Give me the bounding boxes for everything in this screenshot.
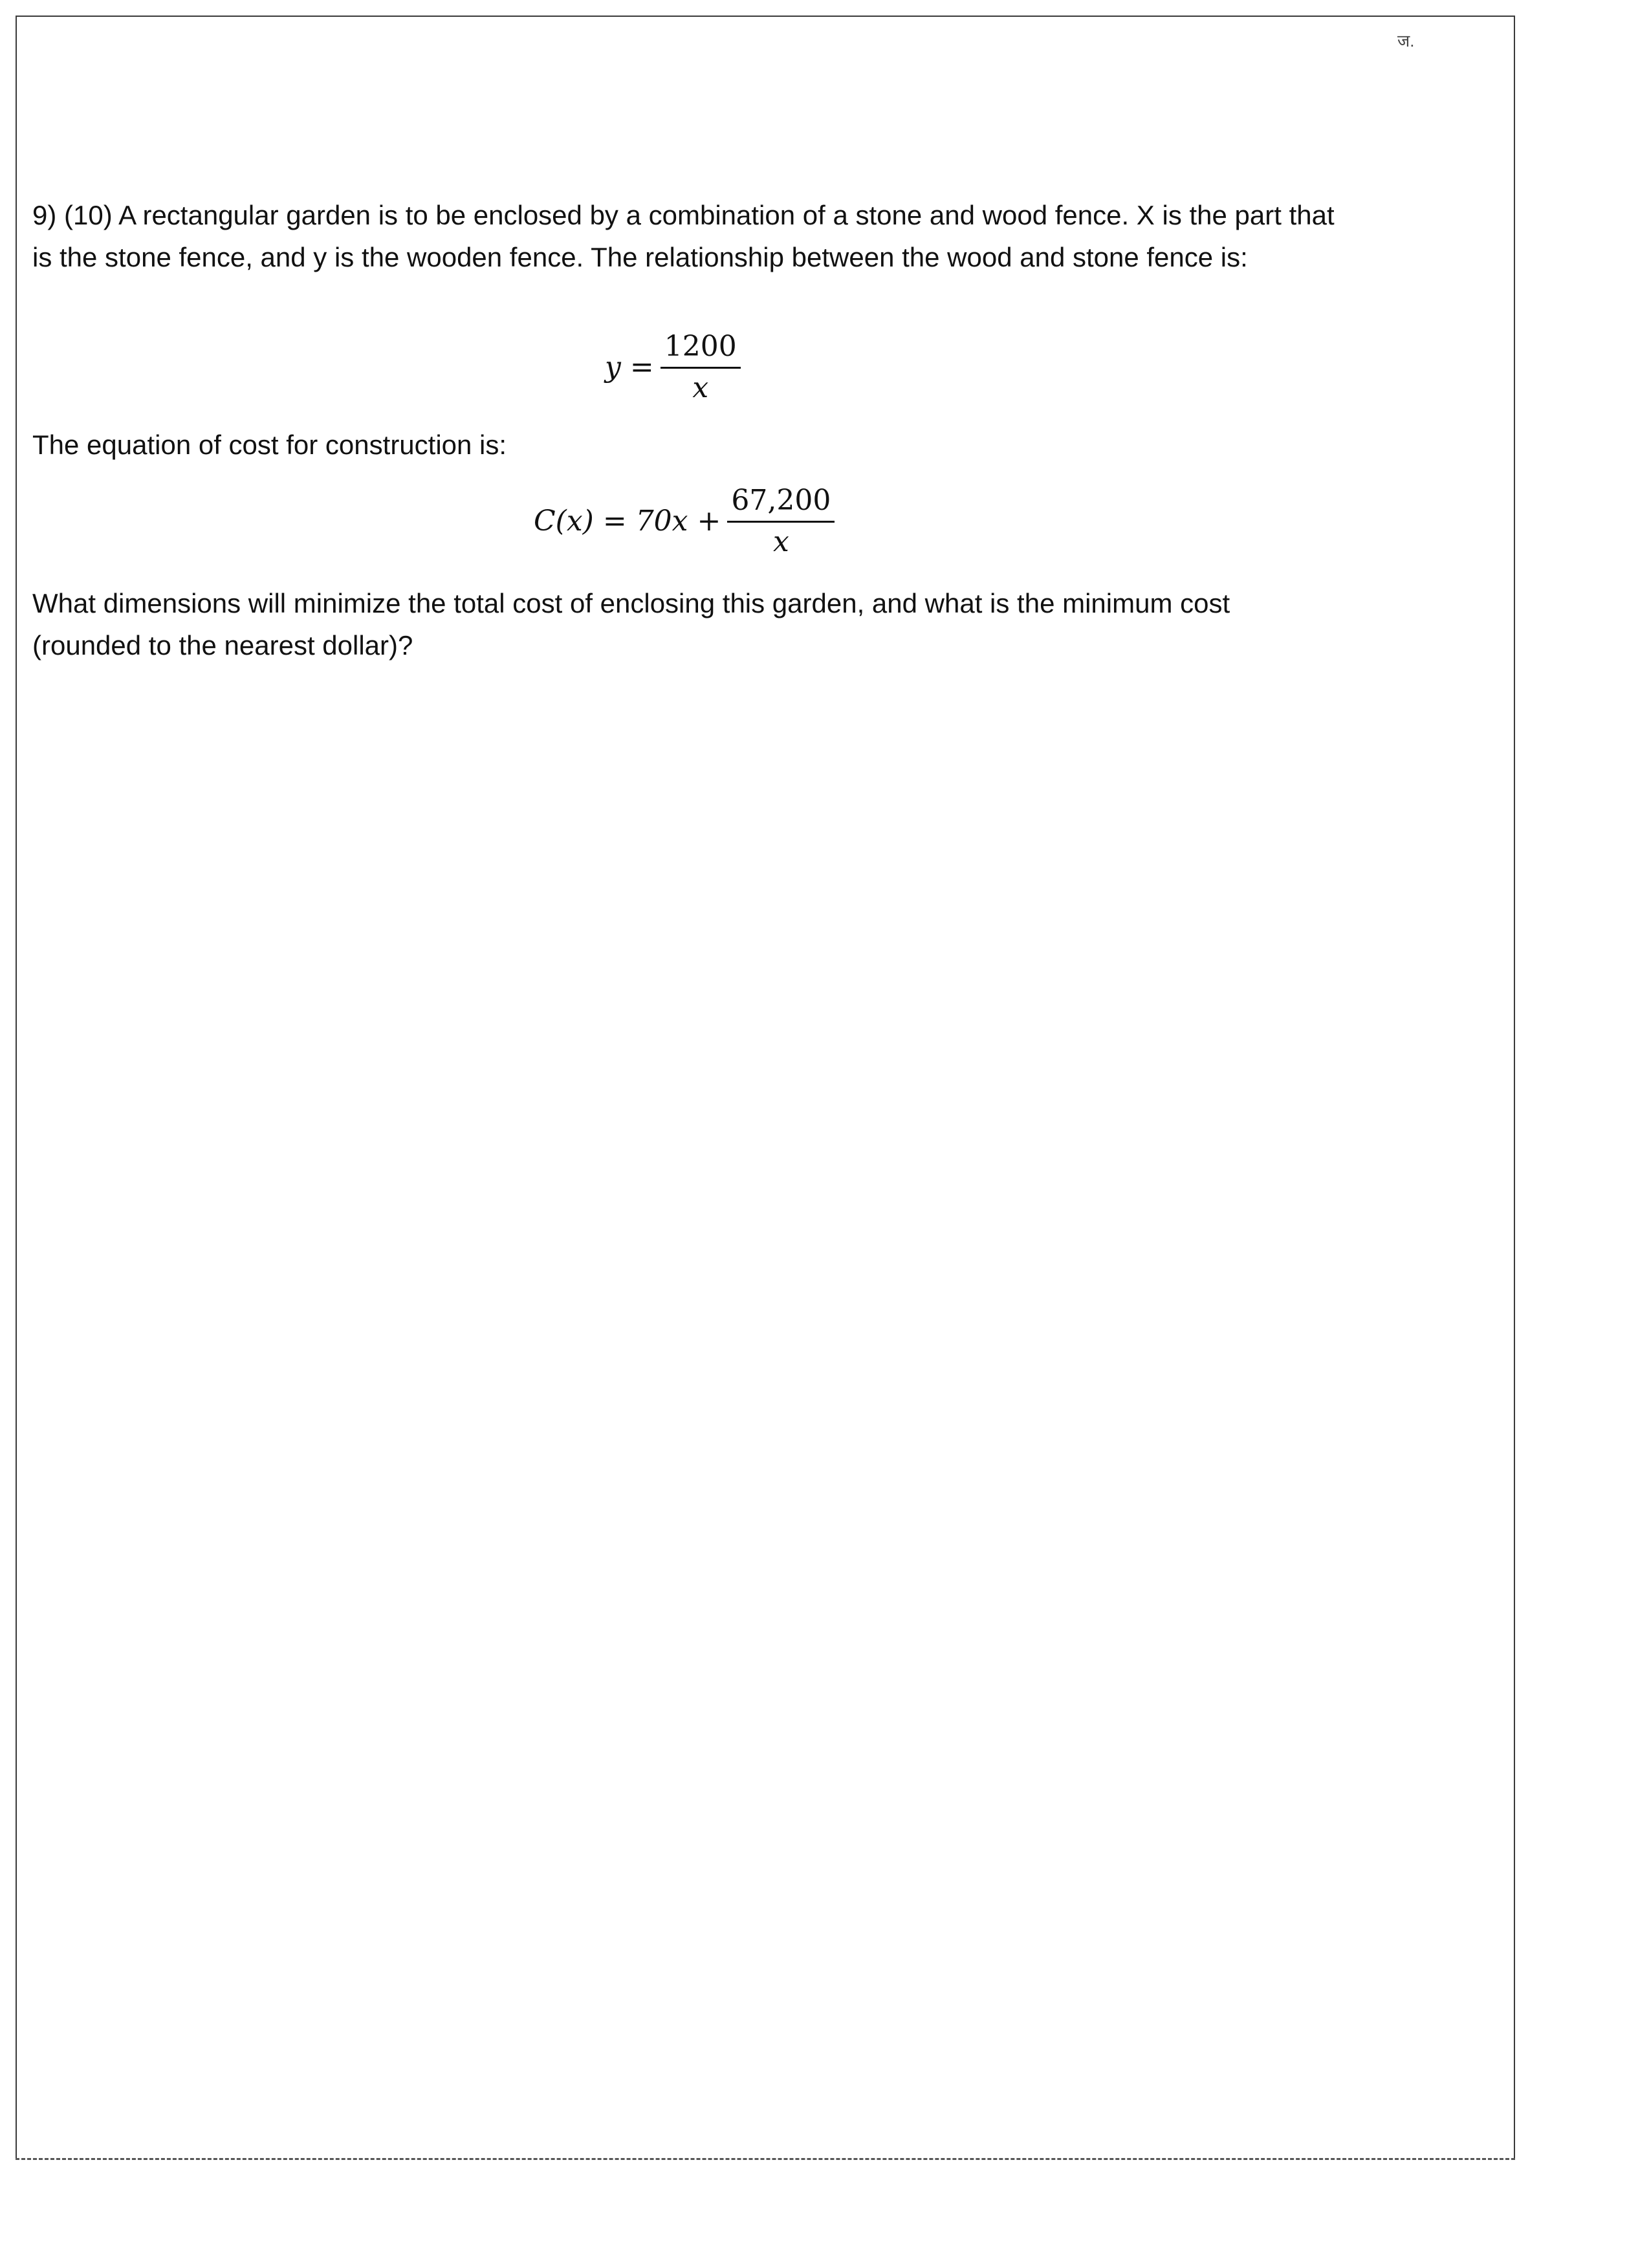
corner-mark: ज. xyxy=(1397,31,1415,50)
cost-denominator: x xyxy=(772,525,789,558)
cost-lhs xyxy=(534,505,721,538)
final-question: What dimensions will minimize the total cost of enclosing this garden, and what is the minimum cost (rounded to the nearest dollar)? xyxy=(32,588,1230,660)
relationship-equation xyxy=(605,330,741,404)
relationship-equals: = xyxy=(629,351,654,384)
question-text: A rectangular garden is to be enclosed by a combination of a stone and wood fence. X is the part that is the stone fence, and y is the wooden fence. The relationship between the wood and stone fence is: xyxy=(32,200,1335,272)
relationship-lhs xyxy=(605,351,654,384)
cost-equation xyxy=(534,484,835,558)
cost-equals: = xyxy=(602,505,627,538)
question-points: (10) xyxy=(64,200,113,230)
relationship-variable: y xyxy=(605,351,621,384)
relationship-fraction xyxy=(661,330,741,404)
question-statement xyxy=(32,194,1339,278)
cost-numerator: 67,200 xyxy=(727,484,835,523)
cost-equation-label: The equation of cost for construction is: xyxy=(32,430,507,460)
relationship-denominator: x xyxy=(692,371,709,404)
page-border xyxy=(16,16,1515,2159)
cost-fraction xyxy=(727,484,835,558)
cost-linear-term: 70x xyxy=(635,505,688,538)
cost-plus: + xyxy=(697,505,721,538)
question-number: 9) xyxy=(32,200,57,230)
relationship-numerator: 1200 xyxy=(661,330,741,369)
cost-function: C(x) xyxy=(534,505,594,538)
page-bottom-border xyxy=(16,2158,1515,2160)
